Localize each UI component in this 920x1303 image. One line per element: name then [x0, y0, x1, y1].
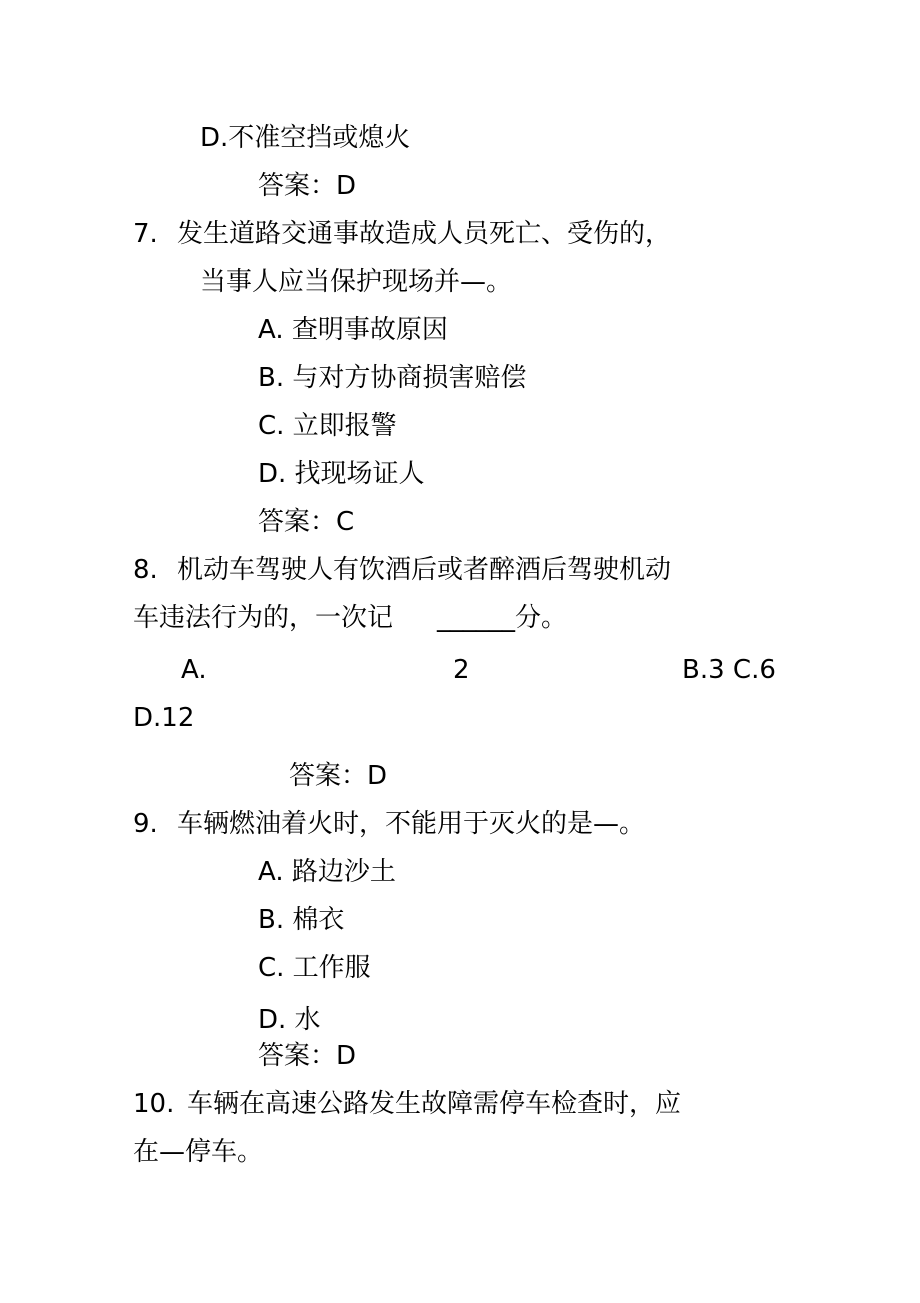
q7-option-b: B. 与对方协商损害赔偿 — [258, 363, 527, 393]
q7-stem-line2: 当事人应当保护现场并—。 — [200, 267, 513, 297]
q8-option-d: D.12 — [133, 703, 195, 733]
q8-stem-line1: 机动车驾驶人有饮酒后或者醉酒后驾驶机动 — [177, 555, 672, 585]
q8-stem-line2: 车违法行为的，一次记 — [133, 603, 394, 633]
q7-option-c: C. 立即报警 — [258, 411, 397, 441]
q9-option-a: A. 路边沙土 — [258, 857, 396, 887]
q7-number: 7. — [133, 219, 158, 249]
q8-answer: 答案：D — [289, 761, 388, 791]
q9-answer: 答案：D — [258, 1041, 357, 1071]
q9-option-c: C. 工作服 — [258, 953, 371, 983]
q10-stem-line2: 在—停车。 — [133, 1137, 264, 1167]
q9-number: 9. — [133, 809, 158, 839]
q9-option-b: B. 棉衣 — [258, 905, 345, 935]
q8-option-a-label: A. — [181, 655, 207, 685]
q8-option-a-value: 2 — [453, 655, 470, 685]
q10-number: 10. — [133, 1089, 175, 1119]
q7-stem-line1: 发生道路交通事故造成人员死亡、受伤的， — [177, 219, 672, 249]
q8-blank: ______分。 — [437, 603, 568, 633]
q6-answer: 答案：D — [258, 171, 357, 201]
q10-stem-line1: 车辆在高速公路发生故障需停车检查时，应 — [187, 1089, 682, 1119]
q6-option-d: D.不准空挡或熄火 — [200, 123, 411, 153]
q8-option-bc: B.3 C.6 — [682, 655, 776, 685]
q7-option-a: A. 查明事故原因 — [258, 315, 448, 345]
q9-option-d: D. 水 — [258, 1005, 321, 1035]
q7-option-d: D. 找现场证人 — [258, 459, 425, 489]
q8-number: 8. — [133, 555, 158, 585]
q7-answer: 答案：C — [258, 507, 355, 537]
q9-stem: 车辆燃油着火时，不能用于灭火的是—。 — [177, 809, 646, 839]
